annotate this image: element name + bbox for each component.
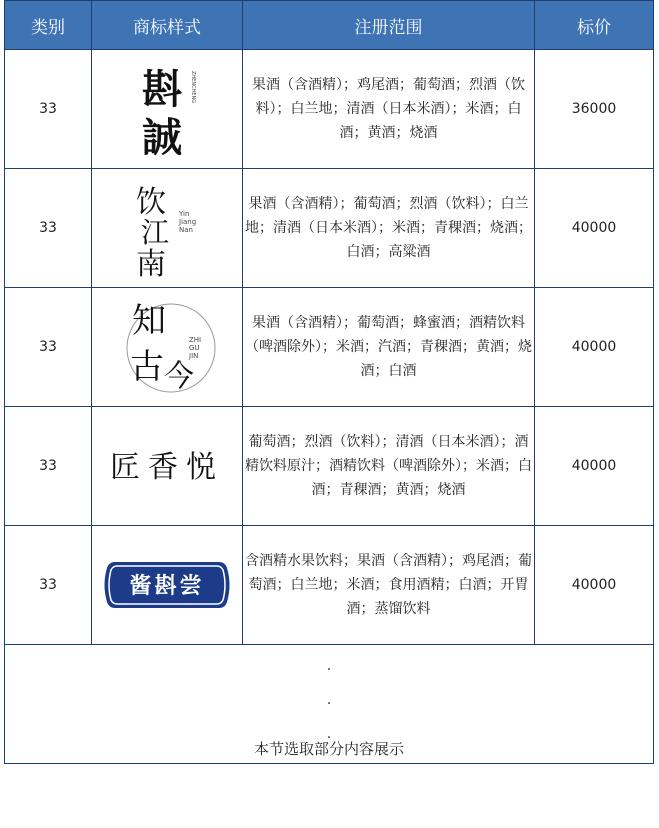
table-row (5, 288, 654, 407)
logo-subtitle: ZHI (189, 336, 202, 344)
footer-row (5, 645, 654, 764)
row-class: 33 (5, 407, 92, 526)
row-price: 40000 (535, 169, 654, 288)
footer-note: 本节选取部分内容展示 (253, 740, 404, 758)
logo-char: 知 (132, 301, 166, 341)
row-scope: 含酒精水果饮料；果酒（含酒精）；鸡尾酒；葡萄酒；白兰地；米酒；食用酒精；白酒；开胃酒；蒸馏饮料 (243, 526, 535, 645)
footer-cell (5, 645, 654, 764)
logo-subtitle: ZHENCHENG (190, 71, 196, 104)
yinjiangnan-logo (117, 178, 217, 278)
table-row (5, 50, 654, 169)
logo-subtitle: Yin (179, 210, 190, 218)
logo-char: 饮 (136, 185, 166, 220)
table-row (5, 526, 654, 645)
table-row (5, 407, 654, 526)
jiangzhenchang-logo (101, 558, 233, 612)
row-class: 33 (5, 526, 92, 645)
row-class: 33 (5, 288, 92, 407)
logo-char: 斟 (142, 66, 182, 113)
logo-cell (92, 169, 243, 288)
header-row (5, 1, 654, 50)
row-scope: 果酒（含酒精）；葡萄酒；蜂蜜酒；酒精饮料（啤酒除外）；米酒；汽酒；青稞酒；黄酒；烧酒；白酒 (243, 288, 535, 407)
ellipsis-dot: . (326, 692, 332, 708)
logo-char: 酱斟尝 (129, 574, 205, 599)
row-price: 36000 (535, 50, 654, 169)
zhigujin-logo (117, 294, 217, 400)
logo-cell (92, 407, 243, 526)
jiangxiangyue-logo (99, 441, 235, 491)
logo-char: 南 (136, 247, 166, 278)
header-scope: 注册范围 (243, 1, 535, 50)
logo-cell (92, 526, 243, 645)
header-price: 标价 (535, 1, 654, 50)
row-price: 40000 (535, 407, 654, 526)
row-scope: 果酒（含酒精）；鸡尾酒；葡萄酒；烈酒（饮料）；白兰地；清酒（日本米酒）；米酒；白酒；黄酒；烧酒 (243, 50, 535, 169)
row-class: 33 (5, 169, 92, 288)
row-class: 33 (5, 50, 92, 169)
logo-char: 誠 (142, 114, 182, 159)
row-scope: 果酒（含酒精）；葡萄酒；烈酒（饮料）；白兰地；清酒（日本米酒）；米酒；青稞酒；烧酒；白酒；高粱酒 (243, 169, 535, 288)
row-price: 40000 (535, 288, 654, 407)
logo-subtitle: Jiang (179, 218, 197, 226)
ellipsis-dot: . (326, 726, 332, 742)
row-scope: 葡萄酒；烈酒（饮料）；清酒（日本米酒）；酒精饮料原汁；酒精饮料（啤酒除外）；米酒；白酒；青稞酒；黄酒；烧酒 (243, 407, 535, 526)
logo-subtitle: JIN (189, 352, 199, 360)
header-class: 类别 (5, 1, 92, 50)
logo-char: 古 (130, 347, 164, 387)
logo-char: 匠香悦 (110, 450, 224, 485)
logo-subtitle: GU (189, 344, 200, 352)
logo-cell (92, 50, 243, 169)
header-style: 商标样式 (92, 1, 243, 50)
row-price: 40000 (535, 526, 654, 645)
zhencheng-logo (122, 59, 212, 159)
logo-char: 江 (140, 216, 170, 249)
logo-subtitle: Nan (179, 226, 193, 234)
table-row (5, 169, 654, 288)
logo-char: 今 (164, 359, 194, 394)
logo-cell (92, 288, 243, 407)
ellipsis-dot: . (326, 658, 332, 674)
trademark-table (4, 0, 654, 764)
